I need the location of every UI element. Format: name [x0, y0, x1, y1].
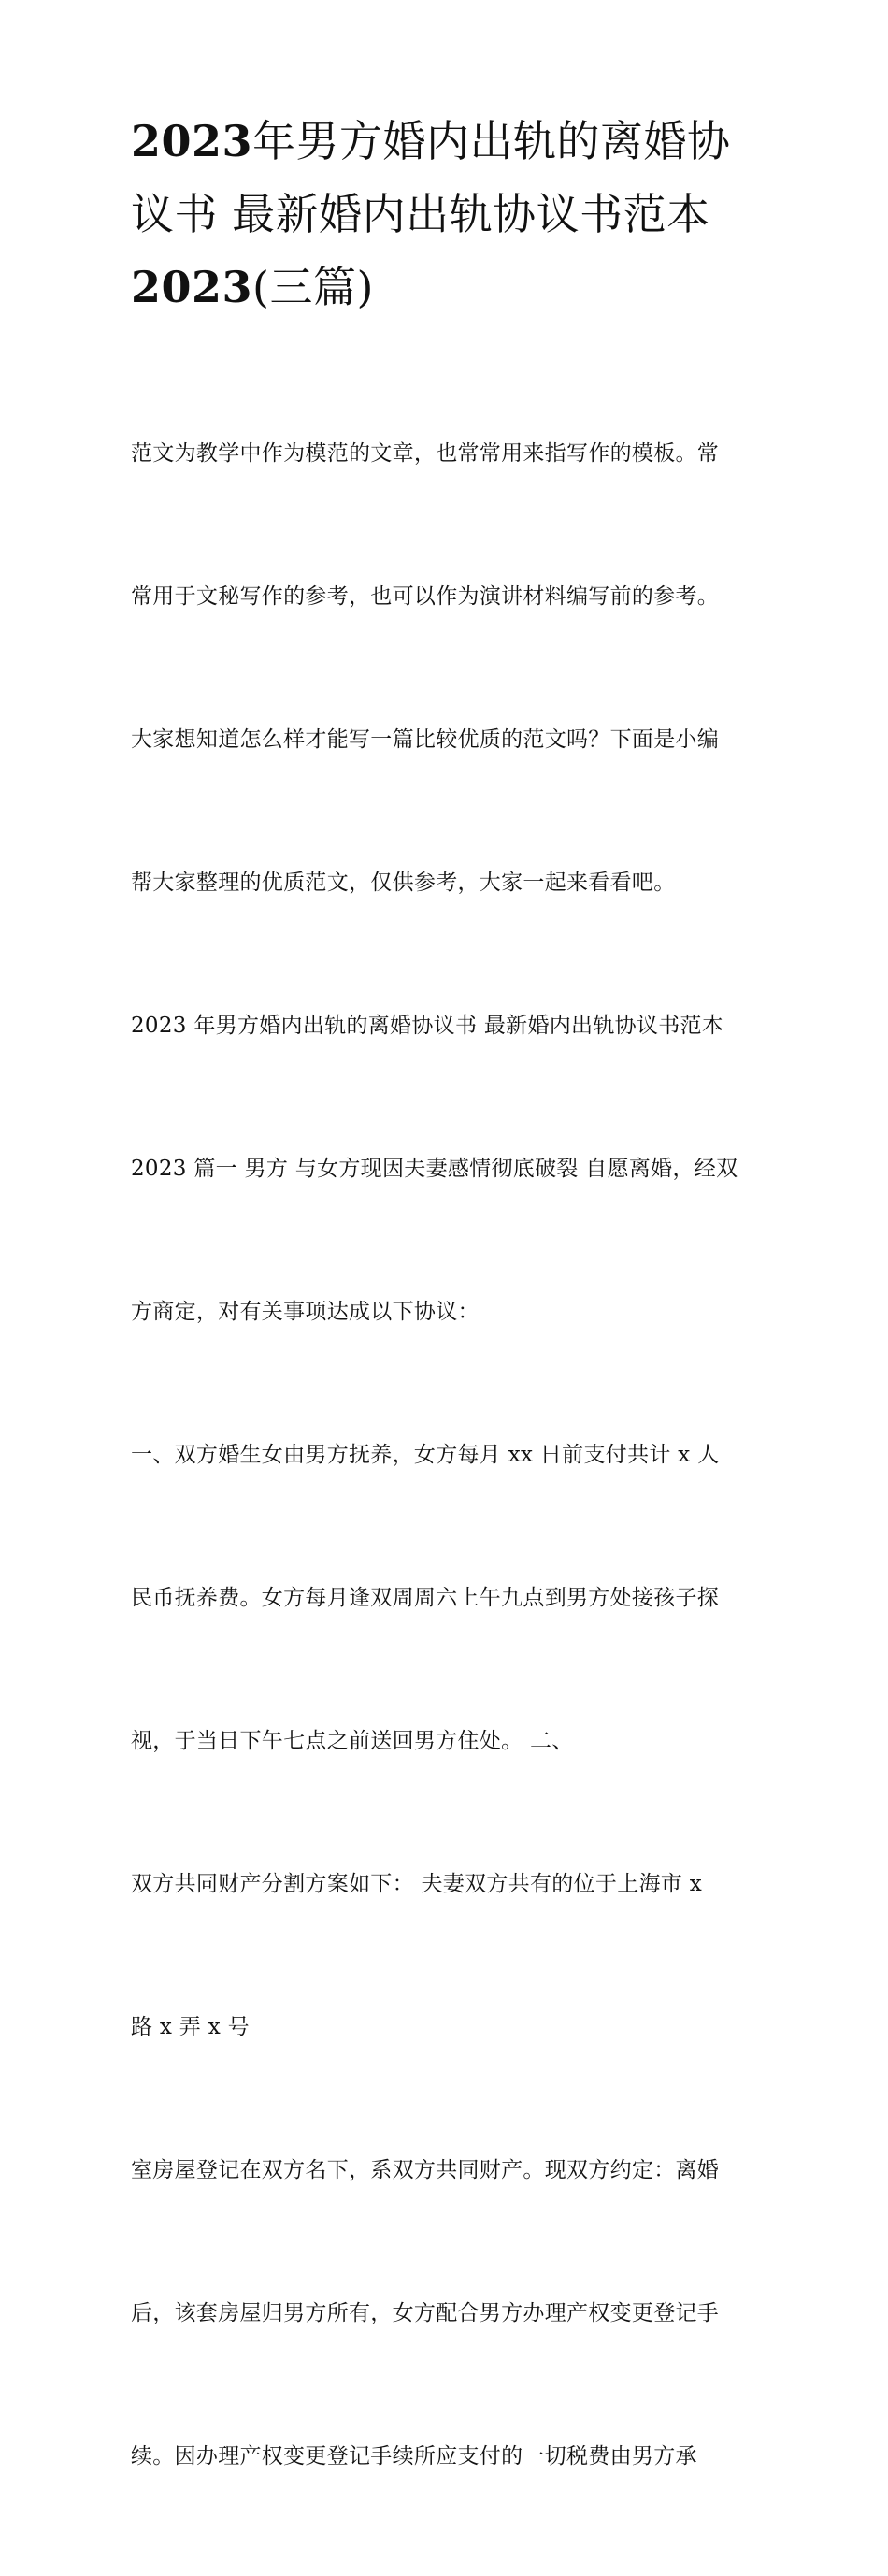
title-year: 2023 [131, 262, 253, 312]
body-line: 2023 年男方婚内出轨的离婚协议书 最新婚内出轨协议书范本 [131, 1014, 724, 1038]
body-line: 大家想知道怎么样才能写一篇比较优质的范文吗？下面是小编 [131, 727, 720, 752]
body-line: 方商定，对有关事项达成以下协议： [131, 1300, 480, 1324]
title-line-1: 2023年男方婚内出轨的离婚协 [131, 116, 731, 166]
document-page [131, 105, 766, 2576]
body-line: 路 x 弄 x 号 [131, 2015, 250, 2039]
title-line-2: 议书 最新婚内出轨协议书范本 [131, 189, 710, 239]
body-line: 民币抚养费。女方每月逢双周周六上午九点到男方处接孩子探 [131, 1586, 720, 1610]
body-line: 视，于当日下午七点之前送回男方住处。 二、 [131, 1729, 574, 1753]
body-line: 常用于文秘写作的参考，也可以作为演讲材料编写前的参考。 [131, 584, 720, 609]
body-line: 室房屋登记在双方名下，系双方共同财产。现双方约定：离婚 [131, 2158, 720, 2182]
document-title [131, 105, 766, 324]
document-body [131, 335, 766, 2576]
body-line: 双方共同财产分割方案如下： 夫妻双方共有的位于上海市 x [131, 1872, 702, 1896]
body-line: 范文为教学中作为模范的文章，也常常用来指写作的模板。常 [131, 441, 720, 466]
body-line: 一、双方婚生女由男方抚养，女方每月 xx 日前支付共计 x 人 [131, 1443, 720, 1467]
title-year: 2023 [131, 116, 253, 166]
body-line: 后，该套房屋归男方所有，女方配合男方办理产权变更登记手 [131, 2301, 720, 2325]
title-line-3: 2023(三篇) [131, 262, 374, 312]
body-line: 续。因办理产权变更登记手续所应支付的一切税费由男方承 [131, 2444, 697, 2468]
body-line: 帮大家整理的优质范文，仅供参考，大家一起来看看吧。 [131, 871, 676, 895]
body-line: 2023 篇一 男方 与女方现因夫妻感情彻底破裂 自愿离婚，经双 [131, 1157, 738, 1181]
